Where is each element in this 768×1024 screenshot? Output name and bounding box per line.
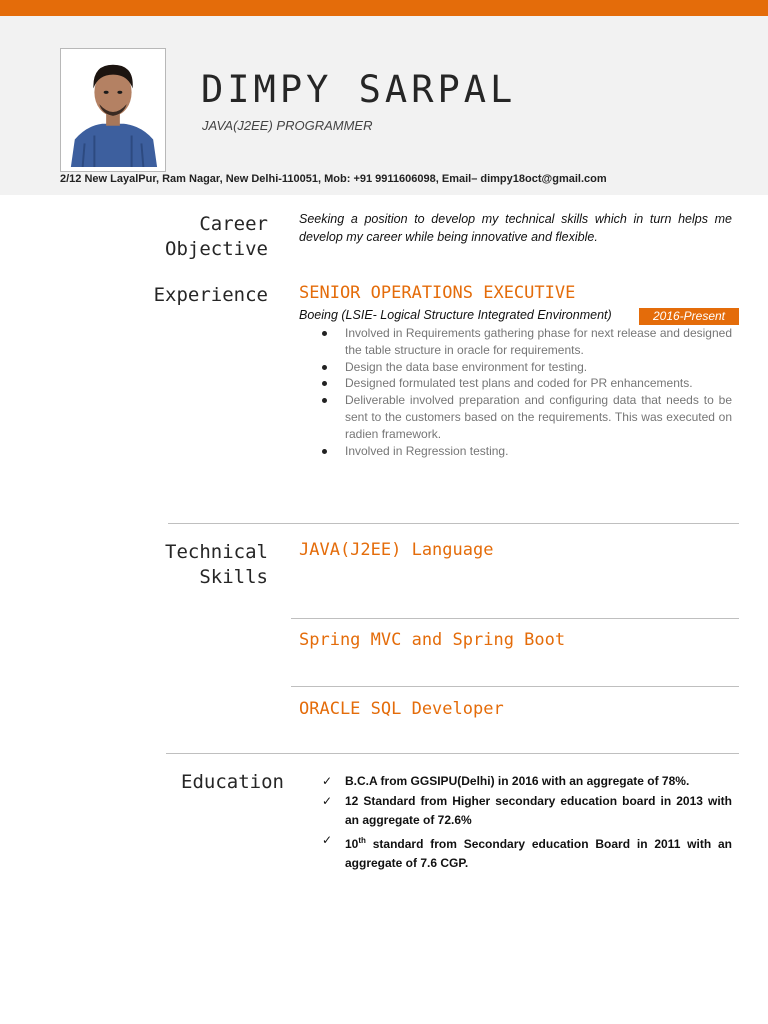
skill-item: Spring MVC and Spring Boot: [299, 630, 566, 650]
experience-period-badge: 2016-Present: [639, 308, 739, 325]
contact-line: 2/12 New LayalPur, Ram Nagar, New Delhi-110051, Mob: +91 9911606098, Email– dimpy18oct@gmail.com: [60, 173, 607, 185]
divider: [291, 686, 739, 687]
education-list: [322, 772, 732, 874]
divider: [166, 753, 739, 754]
section-label-experience: Experience: [153, 284, 268, 306]
list-item: Involved in Requirements gathering phase for next release and designed the table structure in oracle for requirements.: [322, 325, 732, 359]
check-icon: ✓: [322, 793, 333, 808]
check-icon: ✓: [322, 774, 333, 788]
list-item: Deliverable involved preparation and configuring data that needs to be sent to the customers based on the requirements. This was executed on radien framework.: [322, 392, 732, 442]
list-item: Designed formulated test plans and coded for PR enhancements.: [322, 375, 732, 392]
profile-photo: [60, 48, 166, 172]
section-label-technical-skills: Technical Skills: [165, 541, 268, 588]
list-item: ✓ 12 Standard from Higher secondary education board in 2013 with an aggregate of 72.6%: [322, 793, 732, 827]
list-item: ✓ 10th standard from Secondary education Board in 2011 with an aggregate of 7.6 CGP.: [322, 832, 732, 870]
list-item: Involved in Regression testing.: [322, 443, 732, 460]
experience-bullet-list: [322, 325, 732, 459]
experience-job-title: SENIOR OPERATIONS EXECUTIVE: [299, 283, 576, 303]
skill-item: JAVA(J2EE) Language: [299, 540, 494, 560]
person-portrait-icon: [65, 53, 161, 167]
bullet-icon: [322, 398, 327, 403]
bullet-icon: [322, 381, 327, 386]
list-item: ✓ B.C.A from GGSIPU(Delhi) in 2016 with an aggregate of 78%.: [322, 772, 732, 792]
divider: [291, 618, 739, 619]
skill-item: ORACLE SQL Developer: [299, 699, 504, 719]
divider: [168, 523, 739, 524]
candidate-name: DIMPY SARPAL: [201, 68, 517, 111]
section-label-education: Education: [181, 771, 284, 793]
check-icon: ✓: [322, 832, 333, 847]
bullet-icon: [322, 365, 327, 370]
bullet-icon: [322, 449, 327, 454]
list-item: Design the data base environment for testing.: [322, 359, 732, 376]
bullet-icon: [322, 331, 327, 336]
top-accent-bar: [0, 0, 768, 16]
objective-text: Seeking a position to develop my technical skills which in turn helps me develop my career while being innovative and flexible.: [299, 212, 732, 244]
section-label-career-objective: Career Objective: [165, 213, 268, 260]
experience-company: Boeing (LSIE- Logical Structure Integrated Environment): [299, 308, 612, 322]
job-role-title: JAVA(J2EE) PROGRAMMER: [202, 118, 373, 133]
